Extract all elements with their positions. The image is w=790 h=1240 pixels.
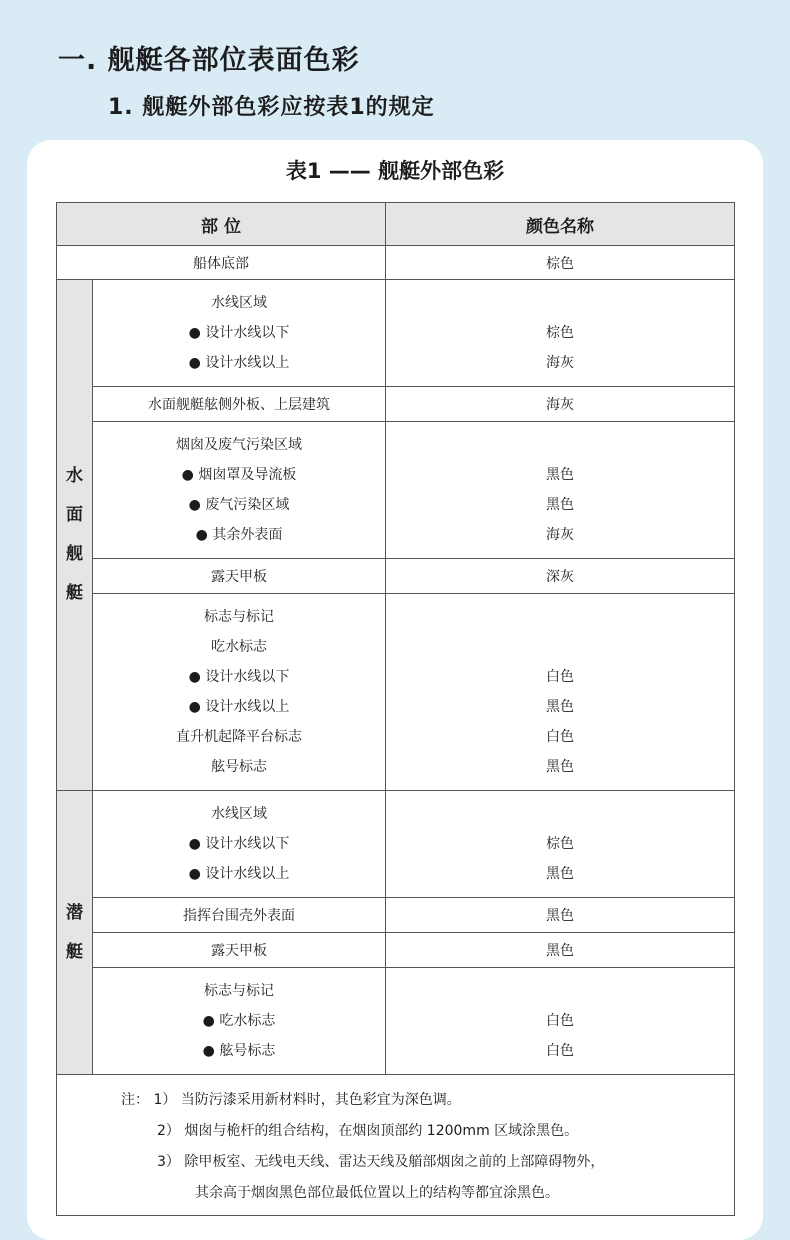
table-row	[57, 594, 735, 791]
header-part: 部 位	[57, 203, 386, 246]
table-row	[57, 559, 735, 594]
color-cell: 黑色	[386, 898, 735, 933]
color-cell: 棕色 黑色	[386, 791, 735, 898]
notes-row	[57, 1075, 735, 1216]
color-cell: 棕色 海灰	[386, 280, 735, 387]
note-line: 2） 烟囱与桅杆的组合结构，在烟囱顶部约 1200mm 区域涂黑色。	[157, 1123, 579, 1139]
category-surface-ship: 水 面 舰 艇	[57, 280, 93, 791]
table-header-row	[57, 203, 735, 246]
table-row	[57, 246, 735, 280]
color-cell: 海灰	[386, 387, 735, 422]
table-row	[57, 387, 735, 422]
section-subheading: 1. 舰艇外部色彩应按表1的规定	[108, 95, 435, 120]
part-cell: 水面舰艇舷侧外板、上层建筑	[93, 387, 386, 422]
part-cell: 船体底部	[57, 246, 386, 280]
note-line: 其余高于烟囱黑色部位最低位置以上的结构等都宜涂黑色。	[195, 1185, 559, 1201]
part-cell: 标志与标记 吃水标志 ● 设计水线以下 ● 设计水线以上 直升机起降平台标志 舷号标志	[93, 594, 386, 791]
table-row	[57, 968, 735, 1075]
table-caption: 表1 —— 舰艇外部色彩	[285, 159, 505, 183]
section-heading: 一. 舰艇各部位表面色彩	[58, 45, 360, 76]
notes-cell	[57, 1075, 735, 1216]
color-cell: 白色 白色	[386, 968, 735, 1075]
table-row	[57, 791, 735, 898]
category-submarine: 潜 艇	[57, 791, 93, 1075]
color-cell: 棕色	[386, 246, 735, 280]
table-row	[57, 280, 735, 387]
part-cell: 水线区域 ● 设计水线以下 ● 设计水线以上	[93, 280, 386, 387]
color-table	[56, 202, 735, 1216]
table-row	[57, 422, 735, 559]
part-cell: 指挥台围壳外表面	[93, 898, 386, 933]
part-cell: 烟囱及废气污染区域 ● 烟囱罩及导流板 ● 废气污染区域 ● 其余外表面	[93, 422, 386, 559]
table-row	[57, 898, 735, 933]
table-row	[57, 933, 735, 968]
part-cell: 露天甲板	[93, 559, 386, 594]
note-line: 3） 除甲板室、无线电天线、雷达天线及艏部烟囱之前的上部障碍物外，	[157, 1154, 605, 1170]
color-cell: 白色 黑色 白色 黑色	[386, 594, 735, 791]
header-color: 颜色名称	[386, 203, 735, 246]
part-cell: 水线区域 ● 设计水线以下 ● 设计水线以上	[93, 791, 386, 898]
color-cell: 黑色 黑色 海灰	[386, 422, 735, 559]
color-cell: 深灰	[386, 559, 735, 594]
color-cell: 黑色	[386, 933, 735, 968]
note-line: 注： 1） 当防污漆采用新材料时，其色彩宜为深色调。	[121, 1092, 461, 1108]
part-cell: 标志与标记 ● 吃水标志 ● 舷号标志	[93, 968, 386, 1075]
part-cell: 露天甲板	[93, 933, 386, 968]
